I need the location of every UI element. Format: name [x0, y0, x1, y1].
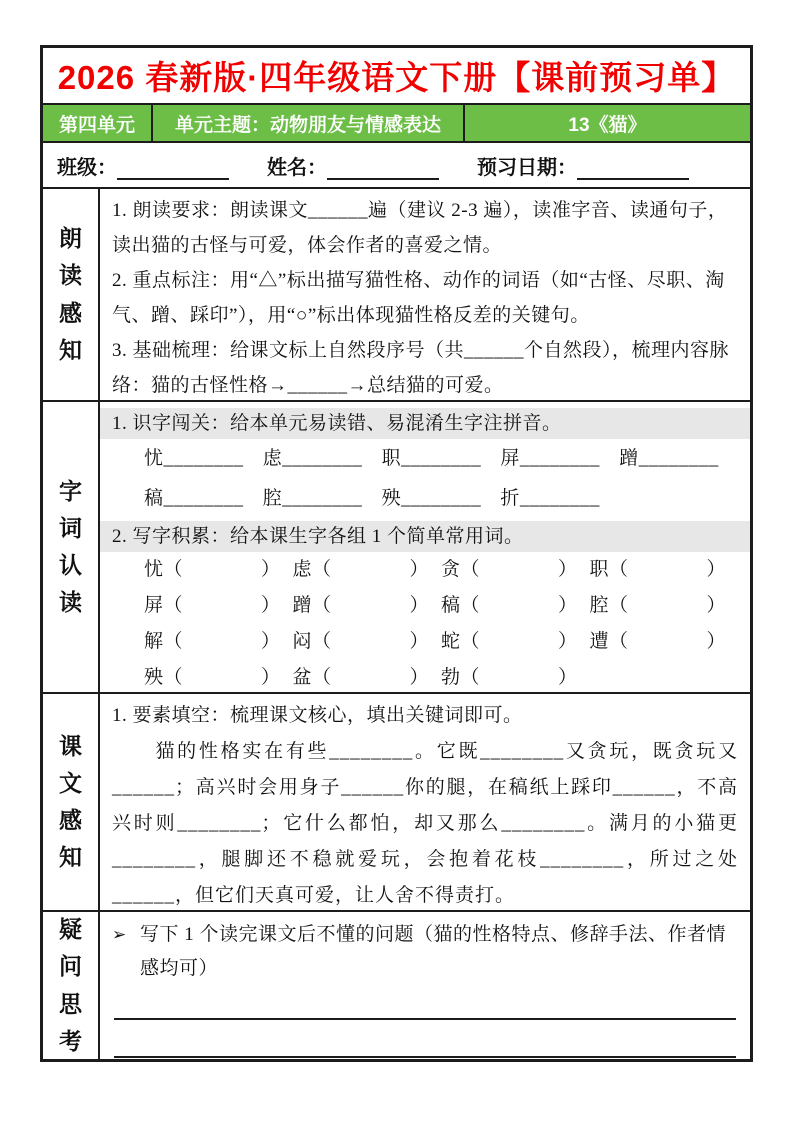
section-words-content [100, 402, 750, 692]
question-prompt: 写下 1 个读完课文后不懂的问题（猫的性格特点、修辞手法、作者情感均可） [140, 924, 727, 979]
word-item: 闷（ ） [292, 631, 430, 652]
page-title: 2026 春新版·四年级语文下册【课前预习单】 [43, 48, 750, 105]
pinyin-item: 忧________ [144, 448, 244, 469]
word-item: 蛇（ ） [441, 631, 578, 652]
arrow-bullet-icon: ➢ [112, 925, 127, 944]
pinyin-row-2 [112, 479, 738, 519]
word-item: 屏（ ） [144, 595, 281, 616]
section-words-reading [43, 402, 750, 694]
question-prompt-row [112, 916, 738, 986]
word-item: 盆（ ） [292, 667, 430, 688]
pinyin-item: 虑________ [262, 448, 363, 469]
section-label-question: 疑问思考 [43, 912, 100, 1059]
reading-item-1: 1. 朗读要求：朗读课文______遍（建议 2-3 遍），读准字音、读通句子，读出猫的古怪与可爱，体会作者的喜爱之情。 [112, 200, 728, 256]
class-label: 班级： [57, 156, 117, 179]
words-heading-compose: 2. 写字积累：给本课生字各组 1 个简单常用词。 [100, 521, 750, 552]
pinyin-row-1 [112, 439, 738, 479]
student-info-row [43, 143, 750, 189]
section-text-content [100, 694, 750, 910]
pinyin-item: 屏________ [500, 448, 600, 469]
word-row-2 [112, 588, 738, 624]
pinyin-item: 殃________ [381, 488, 482, 509]
pinyin-item: 折________ [500, 488, 600, 509]
section-label-reading: 朗读感知 [43, 189, 100, 400]
name-blank [327, 156, 439, 180]
section-reading-content [100, 189, 750, 400]
reading-item-2: 2. 重点标注：用“△”标出描写猫性格、动作的词语（如“古怪、尽职、淘气、蹭、踩印”），用“○”标出体现猫性格反差的关键句。 [112, 270, 725, 326]
date-field [477, 151, 689, 180]
text-fill-paragraph: 猫的性格实在有些________。它既________又贪玩，既贪玩又______；高兴时会用身子______你的腿，在稿纸上踩印______，不高兴时则________；它什么都怕，却又那么________。满月的小猫更________，腿脚还不稳就爱玩，会抱着花枝________，所过之处______，但它们天真可爱，让人舍不得责打。 [112, 741, 738, 906]
word-row-3 [112, 624, 738, 660]
class-field [57, 151, 229, 180]
pinyin-item: 蹭________ [619, 448, 719, 469]
section-question-content [100, 912, 750, 1059]
pinyin-item: 腔________ [262, 488, 363, 509]
answer-line-1 [114, 986, 736, 1020]
word-item: 解（ ） [144, 631, 281, 652]
unit-theme: 单元主题：动物朋友与情感表达 [153, 105, 465, 141]
word-item: 腔（ ） [589, 595, 727, 616]
pinyin-item: 职________ [381, 448, 482, 469]
name-label: 姓名： [267, 156, 327, 179]
word-item: 贪（ ） [441, 559, 578, 580]
section-label-words: 字词认读 [43, 402, 100, 692]
unit-number: 第四单元 [43, 105, 153, 141]
reading-item-3: 3. 基础梳理：给课文标上自然段序号（共______个自然段），梳理内容脉络：猫的古怪性格→______→总结猫的可爱。 [112, 340, 730, 396]
word-item: 蹭（ ） [292, 595, 430, 616]
word-row-4 [112, 660, 738, 694]
word-row-1 [112, 552, 738, 588]
word-item: 遭（ ） [589, 631, 727, 652]
name-field [267, 151, 439, 180]
word-item: 勃（ ） [441, 667, 578, 688]
lesson-title: 13《猫》 [568, 114, 647, 136]
word-item: 稿（ ） [441, 595, 578, 616]
unit-header-bar [43, 105, 750, 143]
answer-line-2 [114, 1020, 736, 1058]
pinyin-item: 稿________ [144, 488, 244, 509]
word-item: 虑（ ） [292, 559, 430, 580]
date-label: 预习日期： [477, 156, 577, 179]
section-reading-perception [43, 189, 750, 402]
word-item: 殃（ ） [144, 667, 281, 688]
section-question-thinking [43, 912, 750, 1059]
word-item: 忧（ ） [144, 559, 281, 580]
date-blank [577, 156, 689, 180]
class-blank [117, 156, 229, 180]
section-label-text: 课文感知 [43, 694, 100, 910]
section-text-perception [43, 694, 750, 912]
word-item: 职（ ） [589, 559, 727, 580]
worksheet-frame [40, 45, 753, 1062]
text-heading: 1. 要素填空：梳理课文核心，填出关键词即可。 [112, 705, 523, 726]
words-heading-pinyin: 1. 识字闯关：给本单元易读错、易混淆生字注拼音。 [100, 408, 750, 439]
